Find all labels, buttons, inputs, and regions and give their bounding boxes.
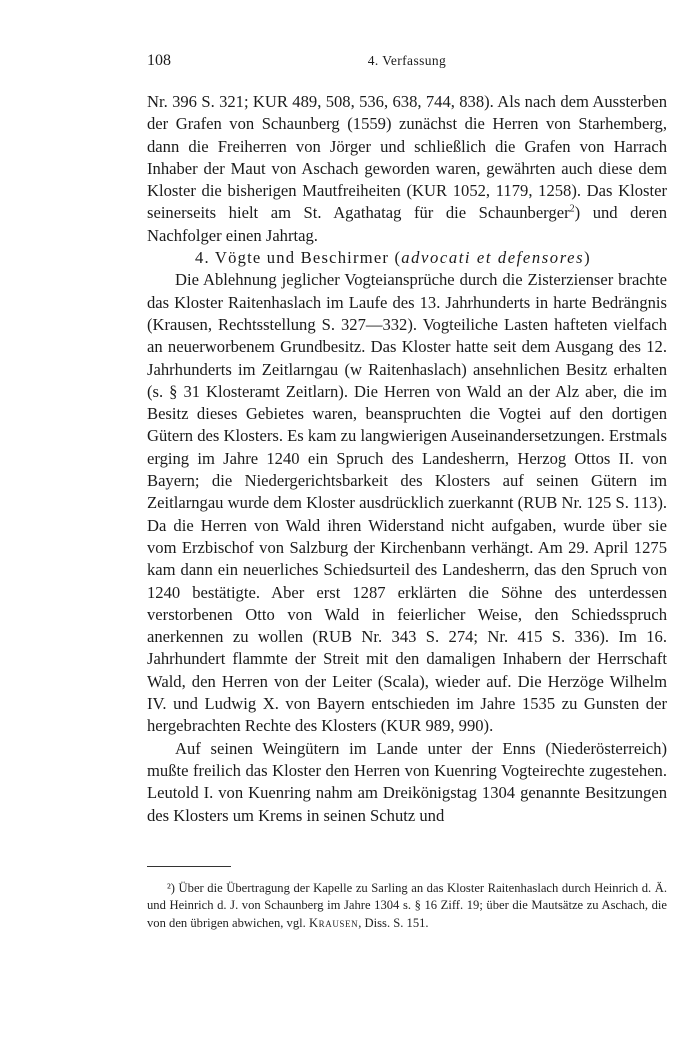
footnote-separator: [147, 866, 231, 867]
section-heading-text: 4. Vögte und Beschirmer (: [195, 248, 402, 268]
footnote-text: Über die Übertragung der Kapelle zu Sarling an das Kloster Raitenhaslach durch Heinrich d. Ä. und Heinrich d. J. von Schaunberg im Jahre 1304 s. § 16 Ziff. 19; über die Mautsätze zu Aschach, die von den übrigen abwichen, vgl.: [147, 881, 667, 930]
paragraph-text-end: ) und deren Nachfolger einen Jahrtag.: [147, 203, 667, 245]
footnote-author: Krausen: [308, 915, 359, 930]
paragraph-text: Nr. 396 S. 321; KUR 489, 508, 536, 638, 744, 838). Als nach dem Aussterben der Grafen von Schaunberg (1559) zunächst die Herren von Starhemberg, dann die Freiherren von Jörger und schließlich die Grafen von Harrach Inhaber der Maut von Aschach geworden waren, gewährten auch diese dem Kloster die bisherigen Mautfreiheiten (KUR 1052, 1179, 1258). Das Kloster seinerseits hielt am St. Agathatag für die Schaunberger: [147, 92, 667, 223]
footnote-reference: 2: [569, 203, 575, 215]
running-title: 4. Verfassung: [367, 53, 447, 68]
page-number: 108: [147, 52, 171, 69]
section-heading-close: ): [584, 248, 591, 268]
paragraph-continuation: [147, 91, 667, 247]
paragraph-weingueter: Auf seinen Weingütern im Lande unter der Enns (Niederösterreich) mußte freilich das Kloster den Herren von Kuenring Vogteirechte zugestehen. Leutold I. von Kuenring nahm am Dreikönigstag 1304 genannte Besitzungen des Klosters um Krems in seinen Schutz und: [147, 738, 667, 825]
footnote: [147, 880, 667, 932]
section-heading-latin: advocati et defensores: [401, 248, 585, 268]
footnote-end: , Diss. S. 151.: [358, 915, 429, 930]
page-header: [147, 52, 667, 74]
footnote-marker: ²): [167, 881, 175, 895]
body-text: [147, 91, 667, 827]
paragraph-vogtei: Die Ablehnung jeglicher Vogteiansprüche durch die Zisterzienser brachte das Kloster Raitenhaslach im Laufe des 13. Jahrhunderts in harte Bedrängnis (Krausen, Rechtsstellung S. 327—332). Vogteiliche Lasten hafteten vielfach an neuerworbenem Grundbesitz. Das Kloster hatte seit dem Ausgang des 12. Jahrhunderts im Zeitlarngau (w Raitenhaslach) ansehnlichen Besitz erhalten (s. § 31 Klosteramt Zeitlarn). Die Herren von Wald an der Alz aber, die im Besitz dieses Gebietes waren, beanspruchten die Vogtei auf den dortigen Gütern des Klosters. Es kam zu langwierigen Auseinandersetzungen. Erstmals erging im Jahre 1240 ein Spruch des Landesherrn, Herzog Ottos II. von Bayern; die Niedergerichtsbarkeit des Klosters auf seinen Gütern im Zeitlarngau wurde dem Kloster ausdrücklich zuerkannt (RUB Nr. 125 S. 113). Da die Herren von Wald ihren Widerstand nicht aufgaben, wurde über sie vom Erzbischof von Salzburg der Kirchenbann verhängt. Am 29. April 1275 kam dann ein neuerliches Schiedsurteil des Landesherrn, das den Spruch von 1240 bestätigte. Aber erst 1287 erklärten die Söhne des unterdessen verstorbenen Otto von Wald in feierlicher Weise, den Schiedsspruch anerkennen zu wollen (RUB Nr. 343 S. 274; Nr. 415 S. 336). Im 16. Jahrhundert flammte der Streit mit den damaligen Inhabern der Herrschaft Wald, den Herren von der Leiter (Scala), wieder auf. Die Herzöge Wilhelm IV. und Ludwig X. von Bayern entschieden im Jahre 1535 zu Gunsten der hergebrachten Rechte des Klosters (KUR 989, 990).: [147, 270, 667, 736]
section-heading: [147, 247, 667, 269]
